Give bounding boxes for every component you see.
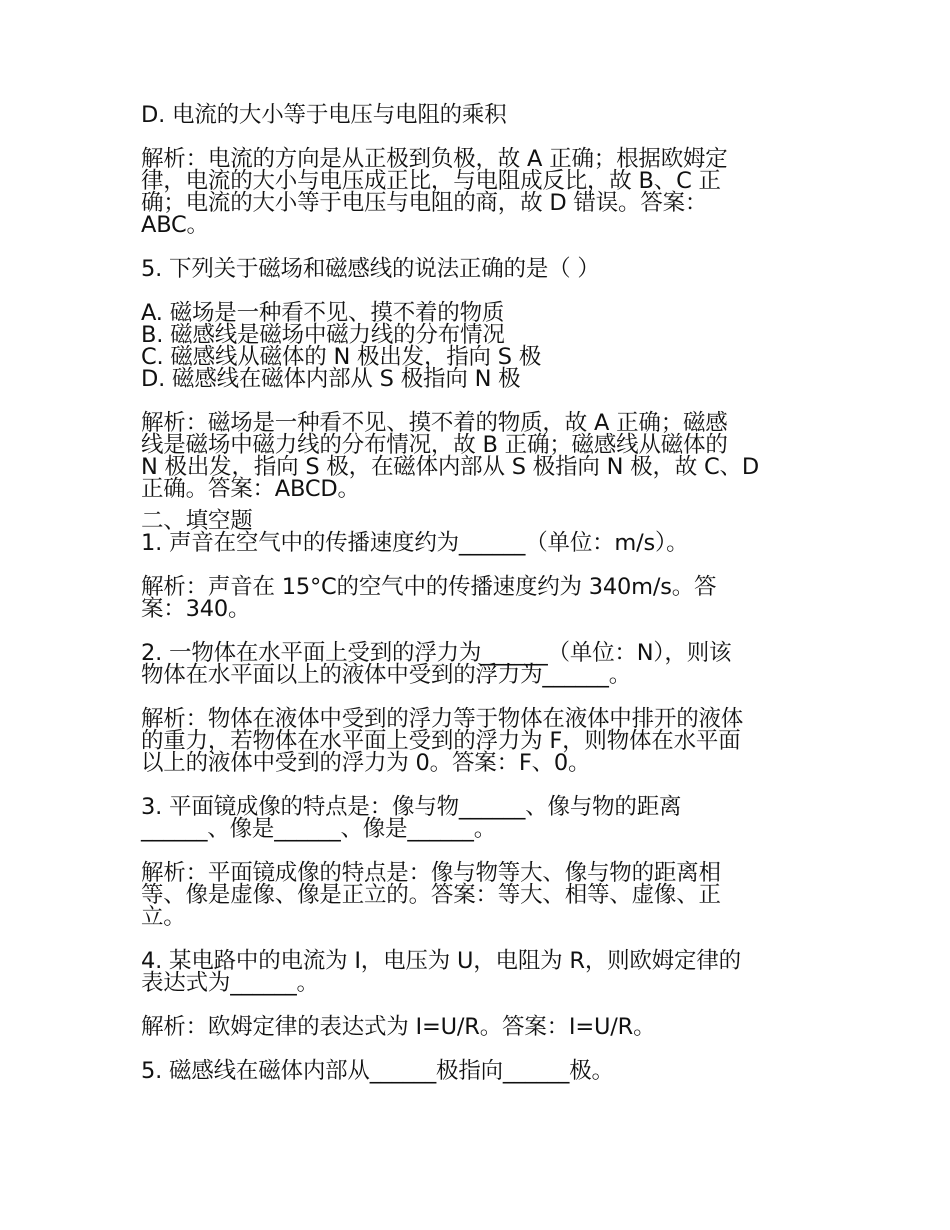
- section-heading-fill-blank: 二、填空题: [141, 508, 253, 534]
- question-5-options: A. 磁场是一种看不见、摸不着的物质 B. 磁感线是磁场中磁力线的分布情况 C. 磁感线从磁体的 N 极出发，指向 S 极 D. 磁感线在磁体内部从 S 极指向 N 极: [141, 300, 542, 392]
- question-4-option-d: D. 电流的大小等于电压与电阻的乘积: [141, 102, 507, 128]
- fill-blank-1-analysis: 解析：声音在 15°C的空气中的传播速度约为 340m/s。答 案：340。: [141, 574, 717, 622]
- question-5-analysis: 解析：磁场是一种看不见、摸不着的物质，故 A 正确；磁感 线是磁场中磁力线的分布情况，故 B 正确；磁感线从磁体的 N 极出发，指向 S 极，在磁体内部从 S 极指向 N 极，故 C、D 正确。答案：ABCD。: [141, 410, 759, 502]
- fill-blank-3-analysis: 解析：平面镜成像的特点是：像与物等大、像与物的距离相 等、像是虚像、像是正立的。答案：等大、相等、虚像、正 立。: [141, 860, 721, 930]
- fill-blank-2-analysis: 解析：物体在液体中受到的浮力等于物体在液体中排开的液体 的重力，若物体在水平面上受到的浮力为 F，则物体在水平面 以上的液体中受到的浮力为 0。答案：F、0。: [141, 706, 744, 776]
- fill-blank-4-analysis: 解析：欧姆定律的表达式为 I=U/R。答案：I=U/R。: [141, 1014, 656, 1040]
- question-4-analysis: 解析：电流的方向是从正极到负极，故 A 正确；根据欧姆定 律，电流的大小与电压成正比，与电阻成反比，故 B、C 正 确；电流的大小等于电压与电阻的商，故 D 错误。答案： ABC。: [141, 146, 728, 238]
- question-5-stem: 5. 下列关于磁场和磁感线的说法正确的是（ ）: [141, 256, 600, 282]
- fill-blank-4-question: 4. 某电路中的电流为 I，电压为 U，电阻为 R，则欧姆定律的 表达式为______。: [141, 948, 741, 996]
- fill-blank-1-question: 1. 声音在空气中的传播速度约为______（单位：m/s）。: [141, 530, 689, 556]
- document-content: [141, 104, 816, 1082]
- fill-blank-5-question: 5. 磁感线在磁体内部从______极指向______极。: [141, 1058, 614, 1084]
- fill-blank-3-question: 3. 平面镜成像的特点是：像与物______、像与物的距离 ______、像是______、像是______。: [141, 794, 682, 842]
- fill-blank-2-question: 2. 一物体在水平面上受到的浮力为______（单位：N），则该 物体在水平面以上的液体中受到的浮力为______。: [141, 640, 732, 688]
